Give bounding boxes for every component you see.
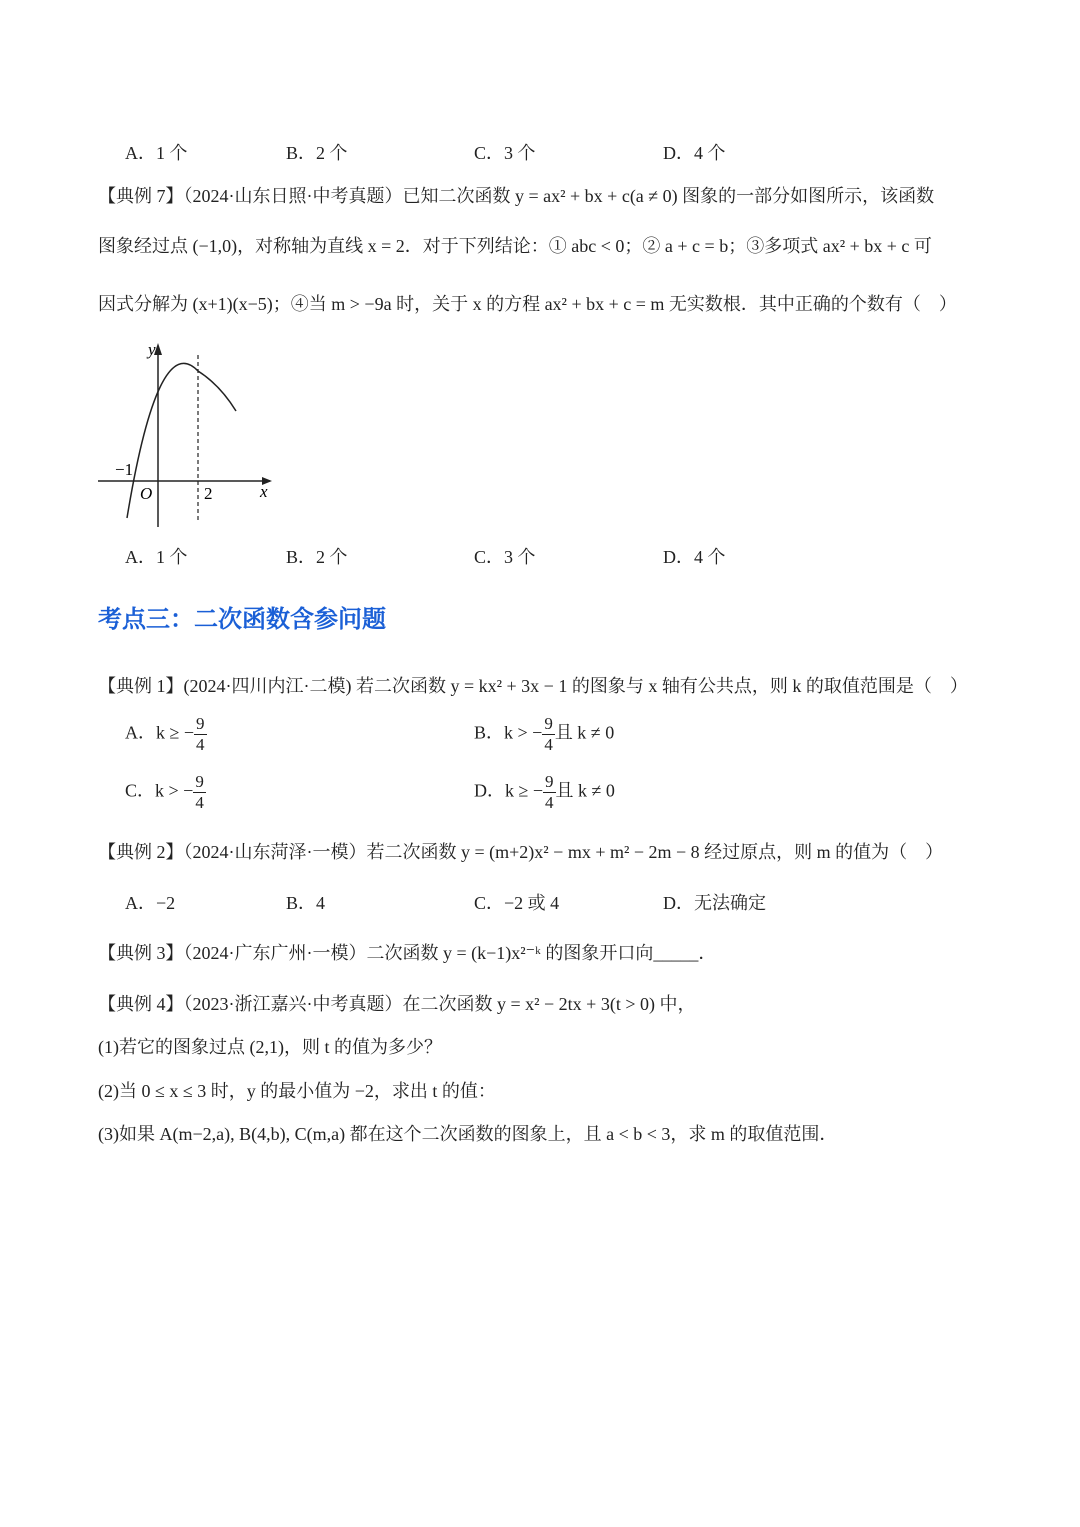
- example4-q1: (1)若它的图象过点 (2,1)，则 t 的值为多少？: [98, 1037, 442, 1057]
- section-title: 考点三：二次函数含参问题: [98, 605, 386, 633]
- example7-line1: 【典例 7】（2024·山东日照·中考真题）已知二次函数 y = ax² + bx + c(a ≠ 0) 图象的一部分如图所示，该函数: [98, 186, 935, 206]
- origin-label: O: [140, 484, 153, 503]
- parabola-graph: [90, 335, 290, 535]
- ex1-option-c: C．k > − $\frac{9}{4}$: [125, 772, 204, 812]
- option-b: B．2 个: [286, 547, 348, 567]
- example4-stem: 【典例 4】（2023·浙江嘉兴·中考真题）在二次函数 y = x² − 2tx + 3(t > 0) 中，: [98, 994, 696, 1014]
- option-a: A．1 个: [125, 143, 188, 163]
- example7-line3: 因式分解为 (x+1)(x−5)；④当 m > −9a 时，关于 x 的方程 ax² + bx + c = m 无实数根．其中正确的个数有（ ）: [98, 294, 957, 314]
- y-label: y: [148, 340, 156, 359]
- option-d: D．4 个: [663, 143, 726, 163]
- ex1-option-b: B．k > − $\frac{9}{4}$ 且 k ≠ 0: [474, 714, 615, 754]
- example4-q2: (2)当 0 ≤ x ≤ 3 时，y 的最小值为 −2，求出 t 的值：: [98, 1081, 496, 1101]
- ex2-option-d: D．无法确定: [663, 893, 766, 913]
- example2-stem: 【典例 2】（2024·山东菏泽·一模）若二次函数 y = (m+2)x² − mx + m² − 2m − 8 经过原点，则 m 的值为（ ）: [98, 842, 944, 862]
- x-label: x: [260, 482, 268, 501]
- ex2-option-c: C．−2 或 4: [474, 893, 560, 913]
- neg-one-label: −1: [115, 460, 134, 479]
- option-c: C．3 个: [474, 143, 536, 163]
- option-c: C．3 个: [474, 547, 536, 567]
- ex1-option-a: A．k ≥ − $\frac{9}{4}$: [125, 714, 205, 754]
- ex2-option-b: B．4: [286, 893, 326, 913]
- option-a: A．1 个: [125, 547, 188, 567]
- example1-stem: 【典例 1】(2024·四川内江·二模) 若二次函数 y = kx² + 3x − 1 的图象与 x 轴有公共点，则 k 的取值范围是（ ）: [98, 676, 968, 696]
- example7-line2: 图象经过点 (−1,0)，对称轴为直线 x = 2．对于下列结论：① abc < 0；② a + c = b；③多项式 ax² + bx + c 可: [98, 236, 932, 256]
- ex2-option-a: A．−2: [125, 893, 176, 913]
- option-b: B．2 个: [286, 143, 348, 163]
- option-d: D．4 个: [663, 547, 726, 567]
- example3-stem: 【典例 3】（2024·广东广州·一模）二次函数 y = (k−1)x²⁻ᵏ 的图象开口向_____．: [98, 943, 717, 963]
- two-label: 2: [204, 484, 213, 503]
- example4-q3: (3)如果 A(m−2,a), B(4,b), C(m,a) 都在这个二次函数的图象上，且 a < b < 3，求 m 的取值范围．: [98, 1124, 838, 1144]
- ex1-option-d: D．k ≥ − $\frac{9}{4}$ 且 k ≠ 0: [474, 772, 615, 812]
